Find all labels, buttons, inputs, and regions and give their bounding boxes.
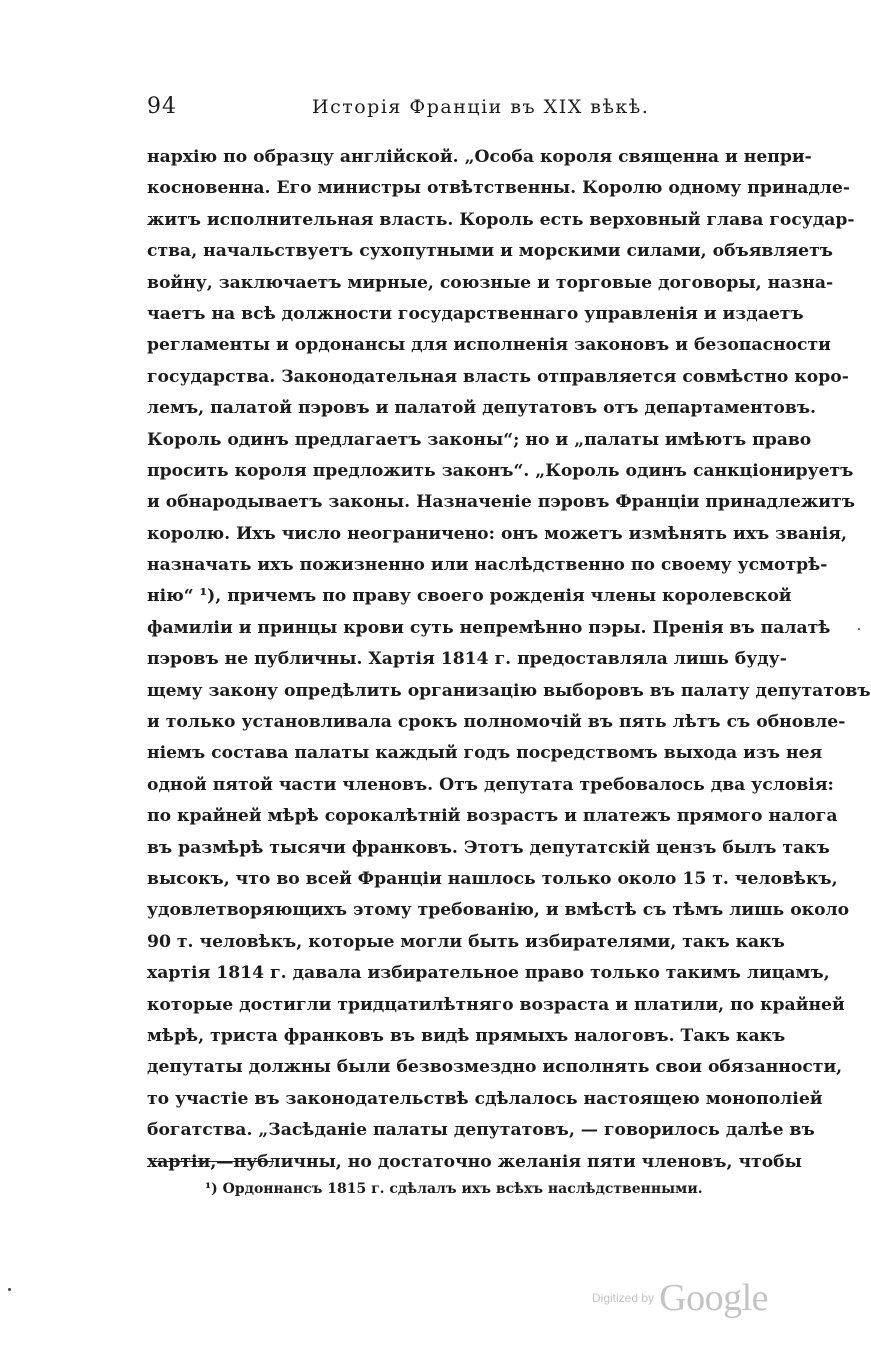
footnote: ¹) Ордоннансъ 1815 г. сдѣлалъ ихъ всѣхъ наслѣдственными. <box>205 1181 703 1197</box>
text-line: просить короля предложить законъ“. „Король одинъ санкціонируетъ <box>147 460 854 481</box>
watermark-prefix: Digitized by <box>592 1291 655 1305</box>
text-line: ства, начальствуетъ сухопутными и морскими силами, объявляетъ <box>147 241 833 262</box>
text-line: косновенна. Его министры отвѣтственны. Королю одному принадле- <box>147 178 850 199</box>
text-line: мѣрѣ, триста франковъ въ видѣ прямыхъ налоговъ. Такъ какъ <box>147 1025 786 1046</box>
text-line: чаетъ на всѣ должности государственнаго управленія и издаетъ <box>147 303 804 324</box>
text-line: и только установливала срокъ полномочій въ пять лѣтъ съ обновле- <box>147 712 846 733</box>
text-line: и обнародываетъ законы. Назначеніе пэровъ Франціи принадлежитъ <box>147 492 855 513</box>
scan-speck <box>858 628 860 630</box>
text-line: богатства. „Засѣданіе палаты депутатовъ, — говорилось далѣе въ <box>147 1120 815 1141</box>
text-line: хартіи,—публичны, но достаточно желанія пяти членовъ, чтобы <box>147 1151 802 1172</box>
text-line: житъ исполнительная власть. Король есть верховный глава государ- <box>147 209 855 230</box>
page-number: 94 <box>147 94 177 119</box>
google-logo: Google <box>659 1277 768 1319</box>
text-line: одной пятой части членовъ. Отъ депутата требовалось два условія: <box>147 774 834 795</box>
text-line: назначать ихъ пожизненно или наслѣдственно по своему усмотрѣ- <box>147 555 828 576</box>
text-line: королю. Ихъ число неограничено: онъ можетъ измѣнять ихъ званія, <box>147 523 847 544</box>
text-line: пэровъ не публичны. Хартія 1814 г. предоставляла лишь буду- <box>147 649 787 670</box>
text-line: регламенты и ордонансы для исполненія законовъ и безопасности <box>147 335 831 356</box>
text-line: хартія 1814 г. давала избирательное право только такимъ лицамъ, <box>147 963 830 984</box>
text-line: которые достигли тридцатилѣтняго возраста и платили, по крайней <box>147 994 845 1015</box>
text-line: фамиліи и принцы крови суть непремѣнно пэры. Пренія въ палатѣ <box>147 617 831 638</box>
running-title: Исторія Франціи въ XIX вѣкѣ. <box>312 96 650 118</box>
text-line: ніемъ состава палаты каждый годъ посредствомъ выхода изъ нея <box>147 743 823 764</box>
page-header <box>147 94 767 124</box>
text-line: государства. Законодательная власть отправляется совмѣстно коро- <box>147 366 849 387</box>
text-line: депутаты должны были безвозмездно исполнять свои обязанности, <box>147 1057 843 1078</box>
text-line: въ размѣрѣ тысячи франковъ. Этотъ депутатскій цензъ былъ такъ <box>147 837 830 858</box>
text-line: щему закону опредѣлить организацію выборовъ въ палату депутатовъ <box>147 680 871 701</box>
text-line: то участіе въ законодательствѣ сдѣлалось настоящею монополіей <box>147 1088 823 1109</box>
text-line: лемъ, палатой пэровъ и палатой депутатовъ отъ департаментовъ. <box>147 398 816 419</box>
text-line: высокъ, что во всей Франціи нашлось только около 15 т. человѣкъ, <box>147 868 838 889</box>
digitization-watermark <box>592 1276 768 1320</box>
text-line: 90 т. человѣкъ, которые могли быть избирателями, такъ какъ <box>147 931 785 952</box>
text-line: войну, заключаетъ мирные, союзные и торговые договоры, назна- <box>147 272 834 293</box>
text-line: Король одинъ предлагаетъ законы“; но и „палаты имѣютъ право <box>147 429 812 450</box>
text-line: нархію по образцу англійской. „Особа короля священна и непри- <box>147 147 812 167</box>
footnote-rule <box>150 1161 274 1162</box>
text-line: нію“ ¹), причемъ по праву своего рожденія члены королевской <box>147 586 792 607</box>
body-text <box>147 142 871 1178</box>
text-line: по крайней мѣрѣ сорокалѣтній возрастъ и платежъ прямого налога <box>147 806 838 827</box>
text-line: удовлетворяющихъ этому требованію, и вмѣстѣ съ тѣмъ лишь около <box>147 900 850 921</box>
scan-speck <box>8 1288 11 1291</box>
